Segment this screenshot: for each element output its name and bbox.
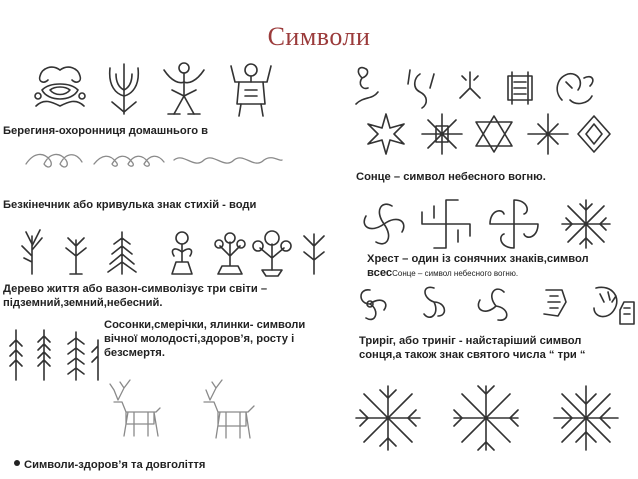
- wave-symbols-row: [24, 148, 284, 176]
- caption-sontse: Сонце – символ небесного вогню.: [356, 171, 546, 183]
- bullet-dot: [14, 460, 20, 466]
- deer-symbols: [104, 378, 274, 450]
- berehynia-figure-2: [102, 60, 146, 116]
- tryrih-symbols-row: [350, 280, 636, 330]
- solar-signs-row-2: [362, 110, 622, 160]
- tree-of-life-row: [14, 226, 324, 276]
- berehynia-figure-3: [160, 60, 208, 118]
- caption-khrest-main: Хрест – один із сонячних знаків,символ всес: [367, 253, 589, 279]
- berehynia-figure-1: [30, 62, 90, 114]
- berehynia-figure-4: [225, 60, 277, 120]
- solar-stars-row: [350, 380, 630, 456]
- caption-derevo: Дерево життя або вазон-символізує три світи – підземний,земний,небесний.: [3, 283, 268, 309]
- solar-signs-row-1: [350, 64, 620, 114]
- caption-sosonky: Сосонки,смерічки, ялинки- символи вічної молодості,здоров’я, росту і безсмертя.: [104, 319, 306, 359]
- caption-tryrih: Триріг, або триніг - найстаріший символ сонця,а також знак святого числа “ три “: [359, 335, 586, 361]
- caption-berehynia: Берегиня-охоронниця домашнього в: [3, 125, 209, 137]
- caption-zdorovia: Символи-здоров’я та довголіття: [24, 459, 206, 471]
- caption-bezkinechnyk: Безкінечник або кривулька знак стихій - води: [3, 199, 257, 211]
- pine-symbols: [6, 326, 102, 382]
- slide-title: Символи: [267, 22, 371, 51]
- caption-khrest-overlap: Сонце – символ небесного вогню.: [392, 269, 519, 278]
- cross-symbols-row: [354, 196, 634, 252]
- caption-khrest: [367, 252, 627, 281]
